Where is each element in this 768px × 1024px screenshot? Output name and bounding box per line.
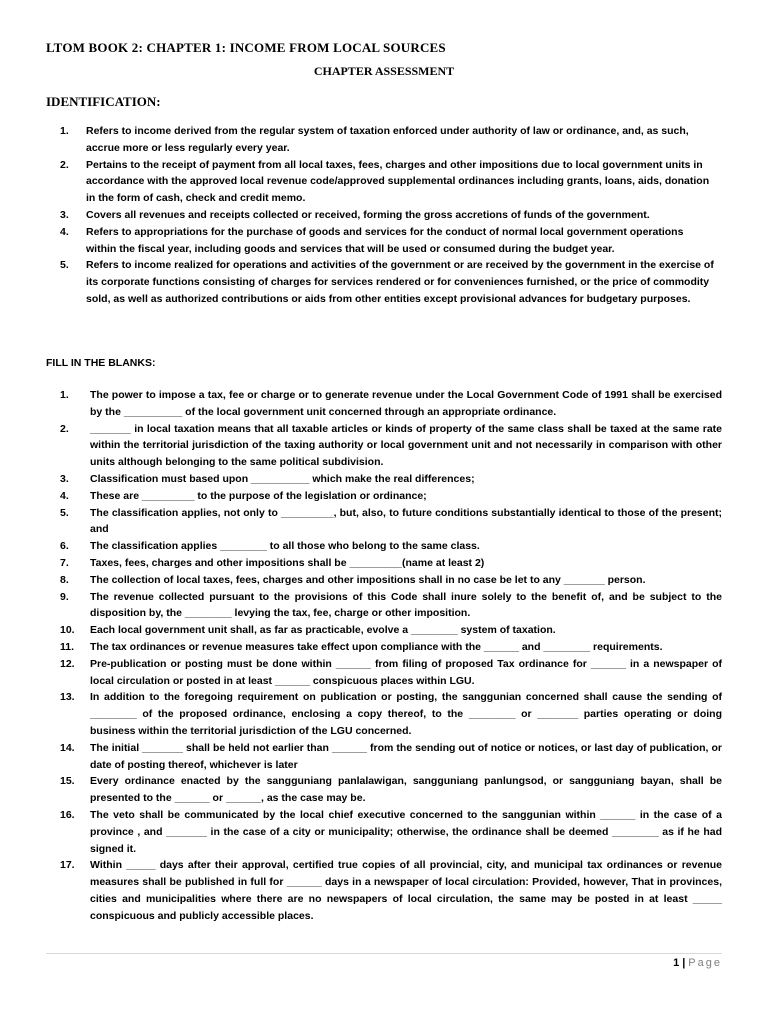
list-item xyxy=(60,538,722,555)
item-number: 3. xyxy=(60,208,69,221)
list-item xyxy=(60,857,722,924)
item-text: Pre-publication or posting must be done within ______ from filing of proposed Tax ordinance for ______ in a newspaper of local circulation or posted in at least ______ conspicuous places within LGU. xyxy=(90,657,722,687)
item-number: 5. xyxy=(60,259,69,272)
item-number: 12. xyxy=(60,657,75,670)
item-text: _______ in local taxation means that all taxable articles or kinds of property of the same class shall be taxed at the same rate within the territorial jurisdiction of the taxing authority or local government unit and not necessarily in comparison with other units although belonging to the same political subdivision. xyxy=(90,422,722,469)
list-item xyxy=(60,656,722,690)
item-number: 15. xyxy=(60,775,75,788)
item-number: 6. xyxy=(60,540,69,553)
item-text: The power to impose a tax, fee or charge or to generate revenue under the Local Government Code of 1991 shall be exercised by the __________ of the local government unit concerned through an appropriate ordinance. xyxy=(90,389,722,418)
list-item xyxy=(60,807,722,857)
list-item xyxy=(60,257,716,307)
item-number: 1. xyxy=(60,125,69,137)
item-number: 2. xyxy=(60,158,69,171)
item-text: The initial _______ shall be held not earlier than ______ from the sending out of notice or notices, or last day of publication, or date of posting thereof, whichever is later xyxy=(90,741,722,771)
item-number: 14. xyxy=(60,741,75,754)
list-item xyxy=(60,639,722,656)
item-text: In addition to the foregoing requirement on publication or posting, the sanggunian concerned shall cause the sending of ________ of the proposed ordinance, enclosing a copy thereof, to the ________ or _______ parties operating or doing business within the territorial jurisdiction of the LGU concerned. xyxy=(90,691,722,737)
item-number: 9. xyxy=(60,590,69,603)
item-number: 4. xyxy=(60,225,69,238)
document-title: LTOM BOOK 2: CHAPTER 1: INCOME FROM LOCAL SOURCES xyxy=(46,40,446,55)
item-number: 3. xyxy=(60,472,69,485)
item-text: Refers to appropriations for the purchase of goods and services for the conduct of normal local government operations within the fiscal year, including goods and services that will be used or consumed during the budget year. xyxy=(86,225,684,255)
page-footer xyxy=(673,957,722,969)
list-item xyxy=(60,207,716,224)
fill-in-heading: FILL IN THE BLANKS: xyxy=(46,357,156,369)
item-text: Refers to income derived from the regular system of taxation enforced under authority of law or ordinance, and, as such, accrue more or less regularly every year. xyxy=(86,125,689,154)
page-label: Page xyxy=(688,957,722,969)
list-item xyxy=(60,123,716,157)
item-text: Taxes, fees, charges and other impositions shall be _________(name at least 2) xyxy=(90,556,485,569)
list-item xyxy=(60,387,722,421)
list-item xyxy=(60,555,722,572)
item-number: 11. xyxy=(60,640,75,653)
footer-separator: | xyxy=(682,957,686,969)
item-number: 4. xyxy=(60,489,69,502)
list-item xyxy=(60,505,722,539)
item-number: 5. xyxy=(60,506,69,519)
item-number: 1. xyxy=(60,389,69,401)
item-number: 7. xyxy=(60,556,69,569)
item-text: Within _____ days after their approval, certified true copies of all provincial, city, and municipal tax ordinances or revenue measures shall be published in full for ______ days in a newspaper of local circulation: Provided, however, That in provinces, cities and municipalities where there are no newspapers of local circulation, the same may be posted in at least _____ conspicuous and publicly accessible places. xyxy=(90,859,722,922)
item-text: Each local government unit shall, as far as practicable, evolve a ________ system of taxation. xyxy=(90,624,556,637)
list-item xyxy=(60,740,722,774)
item-text: The collection of local taxes, fees, charges and other impositions shall in no case be let to any _______ person. xyxy=(90,573,646,586)
item-text: The classification applies ________ to all those who belong to the same class. xyxy=(90,540,480,553)
document-subtitle: CHAPTER ASSESSMENT xyxy=(313,64,455,78)
item-number: 10. xyxy=(60,624,75,637)
list-item xyxy=(60,622,722,639)
item-text: Covers all revenues and receipts collected or received, forming the gross accretions of funds of the government. xyxy=(86,208,650,221)
footer-divider xyxy=(46,953,722,954)
list-item xyxy=(60,471,722,488)
identification-heading: IDENTIFICATION: xyxy=(46,94,161,109)
item-text: Classification must based upon __________ which make the real differences; xyxy=(90,472,475,485)
list-item xyxy=(60,773,722,807)
list-item xyxy=(60,689,722,739)
item-text: The classification applies, not only to _________, but, also, to future conditions substantially identical to those of the present; and xyxy=(90,506,722,536)
list-item xyxy=(60,421,722,471)
list-item xyxy=(60,589,722,623)
item-text: The veto shall be communicated by the local chief executive concerned to the sanggunian within ______ in the case of a province , and _______ in the case of a city or municipality; otherwise, the ordinance shall be deemed ________ as if he had signed it. xyxy=(90,808,722,855)
list-item xyxy=(60,572,722,589)
identification-list xyxy=(60,123,716,308)
item-number: 13. xyxy=(60,691,75,704)
item-number: 2. xyxy=(60,422,69,435)
item-number: 8. xyxy=(60,573,69,586)
item-text: Pertains to the receipt of payment from all local taxes, fees, charges and other impositions due to local government units in accordance with the approved local revenue code/approved supplemental ordinances including grants, loans, aids, donation in the form of cash, check and credit memo. xyxy=(86,158,710,205)
list-item xyxy=(60,224,716,258)
item-text: Refers to income realized for operations and activities of the government or are received by the government in the exercise of its corporate functions consisting of charges for services rendered or for conveniences furnished, or the price of commodity sold, as well as authorized contributions or aids from other entities except provisional advances for budgetary purposes. xyxy=(86,259,714,305)
list-item xyxy=(60,488,722,505)
item-number: 17. xyxy=(60,859,75,872)
item-text: Every ordinance enacted by the sangguniang panlalawigan, sangguniang panlungsod, or sangguniang bayan, shall be presented to the ______ or ______, as the case may be. xyxy=(90,775,722,805)
item-number: 16. xyxy=(60,808,75,821)
fill-in-list xyxy=(60,387,722,925)
item-text: The tax ordinances or revenue measures take effect upon compliance with the ______ and ________ requirements. xyxy=(90,640,663,653)
list-item xyxy=(60,157,716,207)
page-number: 1 xyxy=(673,957,680,969)
item-text: The revenue collected pursuant to the provisions of this Code shall inure solely to the benefit of, and be subject to the disposition by, the ________ levying the tax, fee, charge or other imposition. xyxy=(90,590,722,620)
item-text: These are _________ to the purpose of the legislation or ordinance; xyxy=(90,489,427,502)
